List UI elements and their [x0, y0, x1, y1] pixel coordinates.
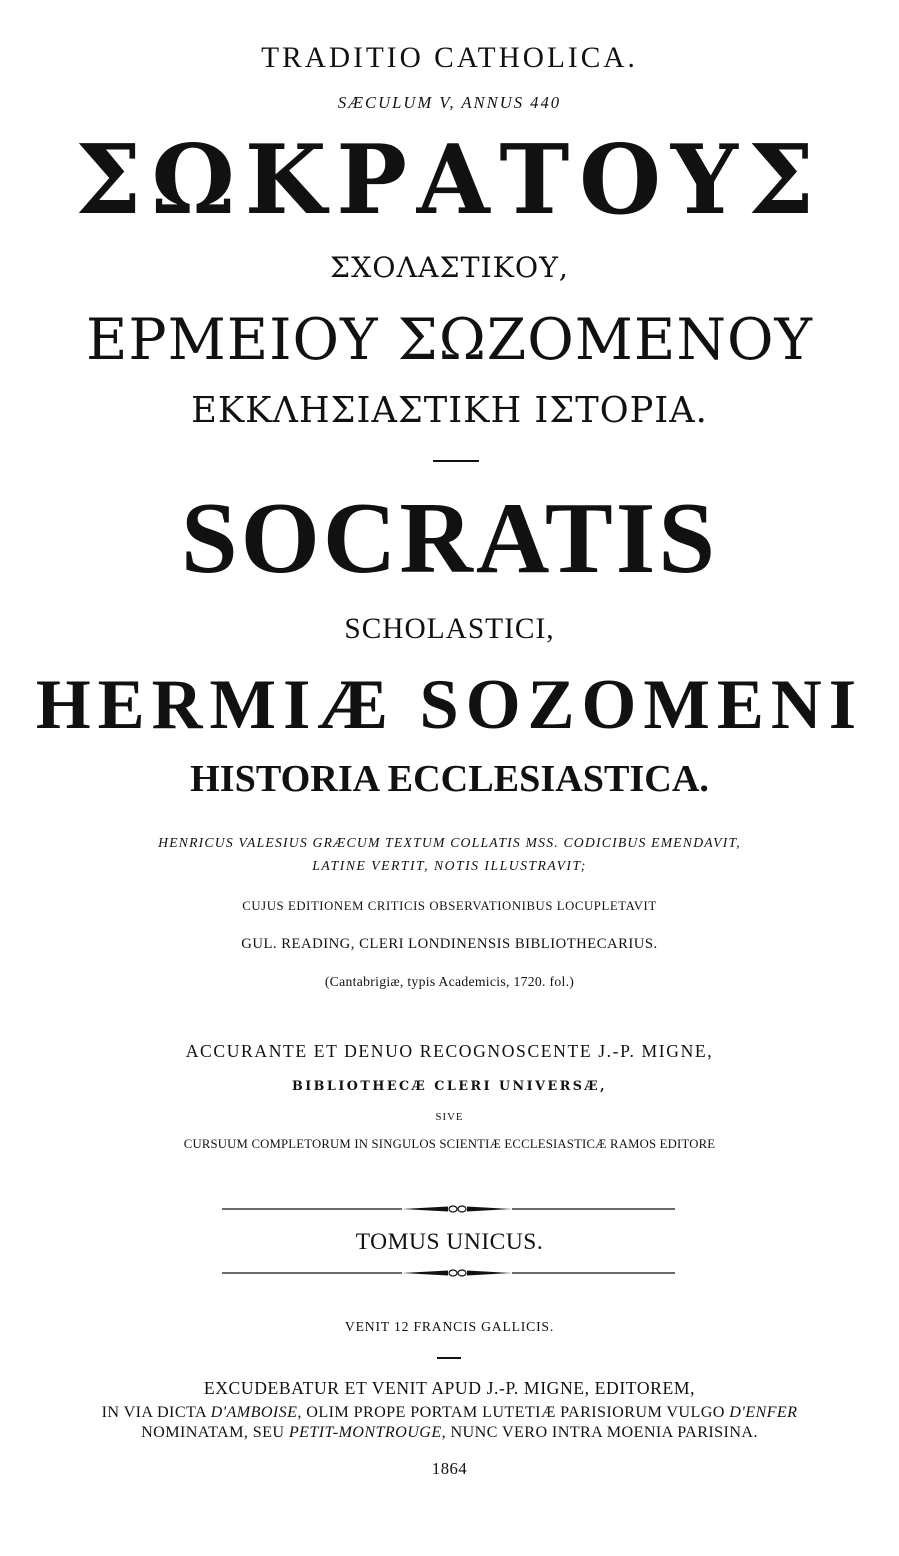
section-divider	[433, 460, 479, 462]
migne-bibliothecae: BIBLIOTHECÆ CLERI UNIVERSÆ,	[291, 1078, 608, 1093]
imprint-address-line2	[0, 1425, 899, 1441]
editor-note-latine: LATINE VERTIT, NOTIS ILLUSTRAVIT;	[312, 858, 587, 873]
address-street: D'AMBOISE	[210, 1404, 298, 1421]
ornament-rule-bottom	[222, 1266, 675, 1280]
latin-scholastici: SCHOLASTICI,	[344, 613, 555, 645]
edition-reference: (Cantabrigiæ, typis Academicis, 1720. fol.)	[324, 974, 575, 989]
imprint-divider	[437, 1357, 461, 1359]
greek-scholastikou: ΣΧΟΛΑΣΤΙΚΟΥ,	[330, 251, 569, 284]
greek-author-socrates: ΣΩΚΡΑΤΟΥΣ	[75, 123, 824, 236]
migne-accurante: ACCURANTE ET DENUO RECOGNOSCENTE J.-P. MIGNE,	[185, 1041, 714, 1061]
ornament-rule-top	[222, 1202, 675, 1216]
editor-note-cujus: CUJUS EDITIONEM CRITICIS OBSERVATIONIBUS LOCUPLETAVIT	[242, 899, 657, 913]
greek-hermeiou-sozomenou: ΕΡΜΕΙΟΥ ΣΩΖΟΜΕΝΟΥ	[85, 307, 814, 373]
publication-year: 1864	[431, 1459, 468, 1478]
address-locality: PETIT-MONTROUGE	[288, 1424, 442, 1441]
imprint-excudebatur: EXCUDEBATUR ET VENIT APUD J.-P. MIGNE, EDITOREM,	[203, 1378, 696, 1398]
address-part: , OLIM PROPE PORTAM LUTETIÆ PARISIORUM VULGO	[297, 1404, 730, 1421]
imprint-address-line1	[0, 1405, 899, 1421]
editor-note-valesius: HENRICUS VALESIUS GRÆCUM TEXTUM COLLATIS MSS. CODICIBUS EMENDAVIT,	[158, 835, 741, 850]
price-note: VENIT 12 FRANCIS GALLICIS.	[344, 1319, 555, 1334]
latin-title: HISTORIA ECCLESIASTICA.	[190, 758, 709, 800]
latin-hermiae-sozomeni: HERMIÆ SOZOMENI	[35, 666, 864, 744]
century-year: SÆCULUM V, ANNUS 440	[337, 93, 562, 112]
address-part: NOMINATAM, SEU	[141, 1424, 289, 1441]
address-part: IN VIA DICTA	[101, 1404, 211, 1421]
editor-note-reading: GUL. READING, CLERI LONDINENSIS BIBLIOTHECARIUS.	[241, 936, 658, 952]
series-title: TRADITIO CATHOLICA.	[261, 42, 638, 74]
migne-cursuum: CURSUUM COMPLETORUM IN SINGULOS SCIENTIÆ ECCLESIASTICÆ RAMOS EDITORE	[183, 1137, 716, 1151]
address-part: , NUNC VERO INTRA MOENIA PARISINA.	[441, 1424, 758, 1441]
migne-sive: SIVE	[435, 1111, 464, 1123]
latin-author-socratis: SOCRATIS	[181, 482, 718, 595]
address-district: D'ENFER	[729, 1404, 798, 1421]
greek-title: ΕΚΚΛΗΣΙΑΣΤΙΚΗ ΙΣΤΟΡΙΑ.	[191, 390, 708, 431]
volume-label: TOMUS UNICUS.	[355, 1229, 544, 1255]
